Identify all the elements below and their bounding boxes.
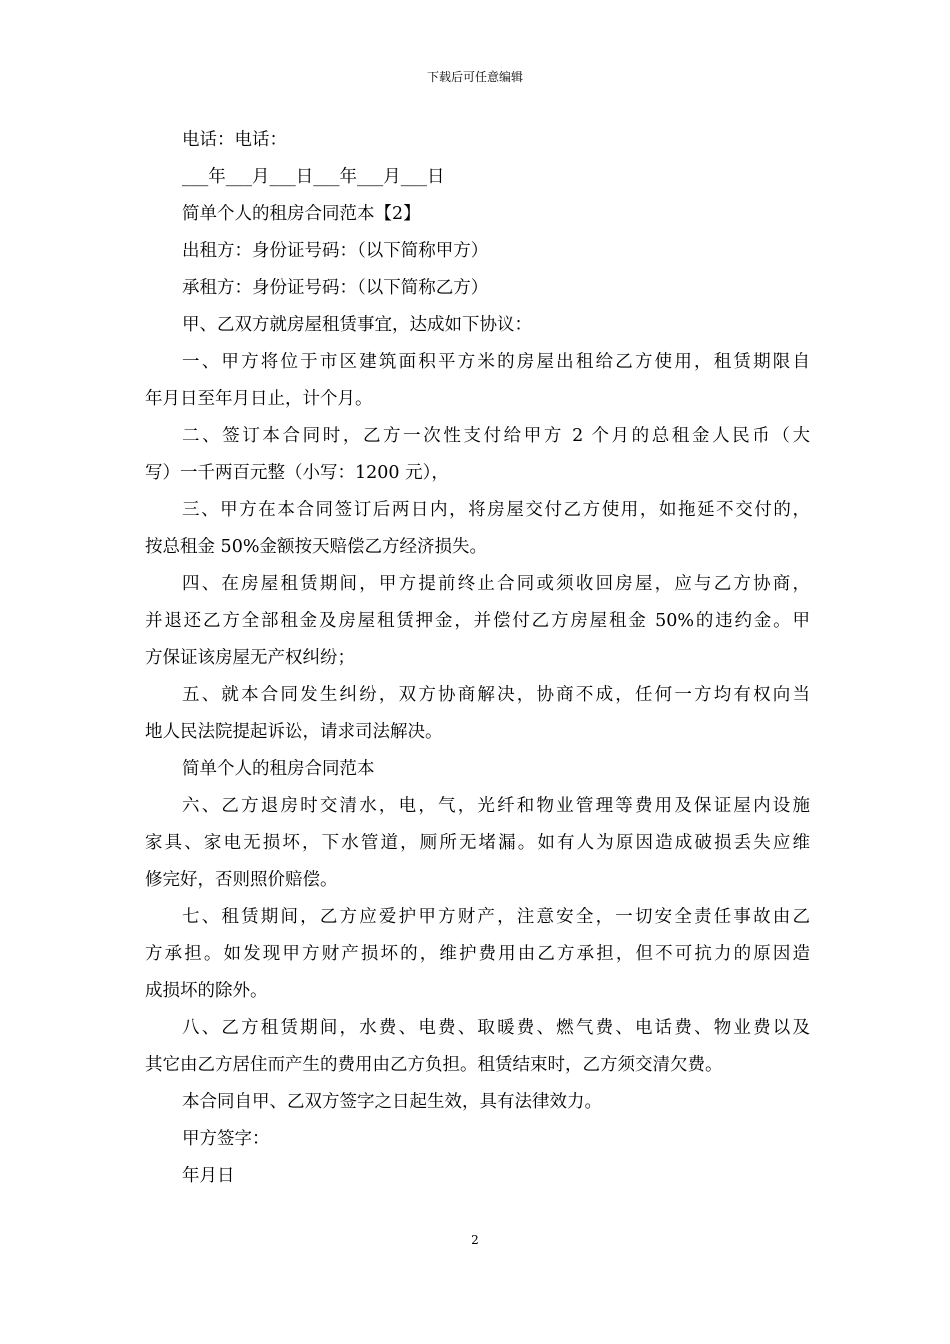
clause-line: 成损坏的除外。 [145, 981, 268, 1001]
clause-line: 五、就本合同发生纠纷，双方协商解决，协商不成，任何一方均有权向当 [182, 685, 810, 705]
clause-8 [145, 1010, 810, 1084]
lessee-line: 承租方：身份证号码：（以下简称乙方） [182, 278, 489, 298]
page-number: 2 [471, 1233, 479, 1247]
clause-line: 写）一千两百元整（小写：1200 元）， [145, 463, 449, 483]
clause-line: 其它由乙方居住而产生的费用由乙方负担。租赁结束时，乙方须交清欠费。 [145, 1055, 723, 1075]
clause-line: 三、甲方在本合同签订后两日内，将房屋交付乙方使用，如拖延不交付的， [182, 500, 810, 520]
phone-line: 电话：电话： [182, 130, 287, 150]
clause-5 [145, 677, 810, 751]
clause-line: 修完好，否则照价赔偿。 [145, 870, 338, 890]
clause-line: 四、在房屋租赁期间，甲方提前终止合同或须收回房屋，应与乙方协商， [182, 574, 810, 594]
clause-7 [145, 899, 810, 1010]
effective-clause: 本合同自甲、乙双方签字之日起生效，具有法律效力。 [182, 1092, 602, 1112]
document-body [145, 122, 810, 1195]
clause-line: 八、乙方租赁期间，水费、电费、取暖费、燃气费、电话费、物业费以及 [182, 1018, 810, 1038]
clause-3 [145, 492, 810, 566]
agreement-intro: 甲、乙双方就房屋租赁事宜，达成如下协议： [182, 315, 532, 335]
clause-2 [145, 418, 810, 492]
clause-line: 二、签订本合同时，乙方一次性支付给甲方 2 个月的总租金人民币（大 [182, 426, 810, 446]
clause-line: 地人民法院提起诉讼，请求司法解决。 [145, 722, 443, 742]
party-a-date: 年月日 [182, 1166, 235, 1186]
lessor-line: 出租方：身份证号码：（以下简称甲方） [182, 241, 489, 261]
clause-line: 按总租金 50%金额按天赔偿乙方经济损失。 [145, 537, 487, 557]
clause-1 [145, 344, 810, 418]
clause-line: 方承担。如发现甲方财产损坏的，维护费用由乙方承担，但不可抗力的原因造 [145, 944, 810, 964]
clause-line: 一、甲方将位于市区建筑面积平方米的房屋出租给乙方使用，租赁期限自 [182, 352, 810, 372]
clause-line: 家具、家电无损坏，下水管道，厕所无堵漏。如有人为原因造成破损丢失应维 [145, 833, 810, 853]
clause-6 [145, 788, 810, 899]
section-title: 简单个人的租房合同范本【2】 [182, 204, 421, 224]
page-header: 下载后可任意编辑 [426, 70, 523, 84]
clause-line: 年月日至年月日止，计个月。 [145, 389, 373, 409]
clause-line: 六、乙方退房时交清水，电，气，光纤和物业管理等费用及保证屋内设施 [182, 796, 810, 816]
clause-line: 并退还乙方全部租金及房屋租赁押金，并偿付乙方房屋租金 50%的违约金。甲 [145, 611, 810, 631]
clause-4 [145, 566, 810, 677]
clause-line: 方保证该房屋无产权纠纷； [145, 648, 355, 668]
subtitle: 简单个人的租房合同范本 [182, 759, 375, 779]
date-line: ___年___月___日___年___月___日 [182, 167, 445, 187]
clause-line: 七、租赁期间，乙方应爱护甲方财产，注意安全，一切安全责任事故由乙 [182, 907, 810, 927]
party-a-signature: 甲方签字： [182, 1129, 270, 1149]
